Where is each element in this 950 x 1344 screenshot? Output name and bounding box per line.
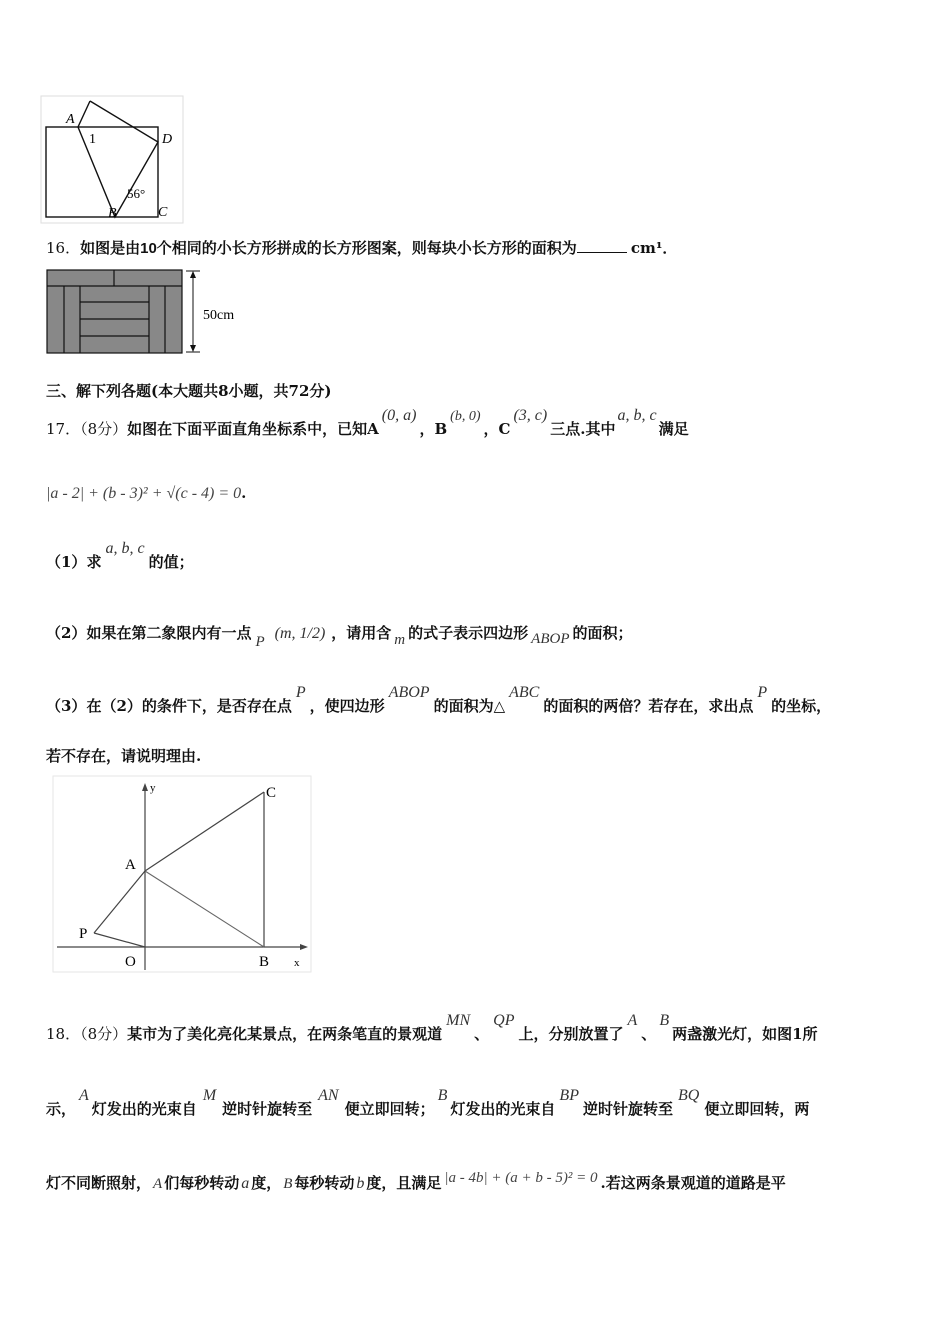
label-D: D	[162, 132, 173, 147]
label-B: B	[108, 206, 117, 221]
coordinate-plane-figure	[52, 775, 314, 975]
label-P: P	[79, 926, 88, 942]
q17-part-3: （3）在（2）的条件下，是否存在点P，使四边形ABOP的面积为△ABC的面积的两倍？若存在，求出点P的坐标，	[46, 684, 832, 715]
q17-equation: |a - 2| + (b - 3)² + √(c - 4) = 0.	[46, 484, 247, 502]
q18-line-2: 示，A灯发出的光束自M逆时针旋转至AN便立即回转；B灯发出的光束自BP逆时针旋转至BQ便立即回转，两	[46, 1087, 810, 1118]
label-C: C	[158, 205, 168, 220]
q16-line: 16．如图是由10个相同的小长方形拼成的长方形图案，则每块小长方形的面积为 cm¹．	[46, 239, 678, 257]
q17-line-1: 17．（8分）如图在下面平面直角坐标系中，已知A(0, a)，B(b, 0)，C(3, c)三点.其中a, b, c满足	[46, 407, 689, 438]
label-x: x	[294, 957, 300, 969]
label-A: A	[125, 857, 136, 873]
label-angle-56: 56°	[127, 186, 146, 201]
answer-blank	[577, 240, 627, 253]
label-B: B	[259, 954, 270, 970]
q17-part-1: （1）求a, b, c的值；	[46, 540, 194, 571]
label-50cm: 50cm	[203, 308, 235, 323]
label-C: C	[266, 785, 277, 801]
q18-line-3: 灯不同断照射， A 们每秒转动 a 度， B 每秒转动 b 度，且满足 |a - 4b| + (a + b - 5)² = 0 .若这两条景观道的道路是平	[46, 1170, 786, 1192]
section-3-title: 三、解下列各题(本大题共8小题，共72分)	[46, 382, 332, 400]
folded-rectangle-figure	[40, 95, 185, 225]
label-A: A	[66, 112, 75, 127]
q17-part-3-cont: 若不存在，请说明理由.	[46, 747, 202, 765]
label-angle-1: 1	[89, 132, 96, 147]
label-y: y	[150, 782, 156, 794]
q18-line-1: 18．（8分）某市为了美化亮化某景点，在两条笔直的景观道MN、QP上，分别放置了A、B两盏激光灯，如图1所	[46, 1012, 818, 1043]
rectangles-figure	[45, 268, 245, 356]
q17-part-2: （2）如果在第二象限内有一点 P (m, 1/2) ，请用含 m 的式子表示四边形 ABOP 的面积；	[46, 624, 633, 650]
label-O: O	[125, 954, 136, 970]
